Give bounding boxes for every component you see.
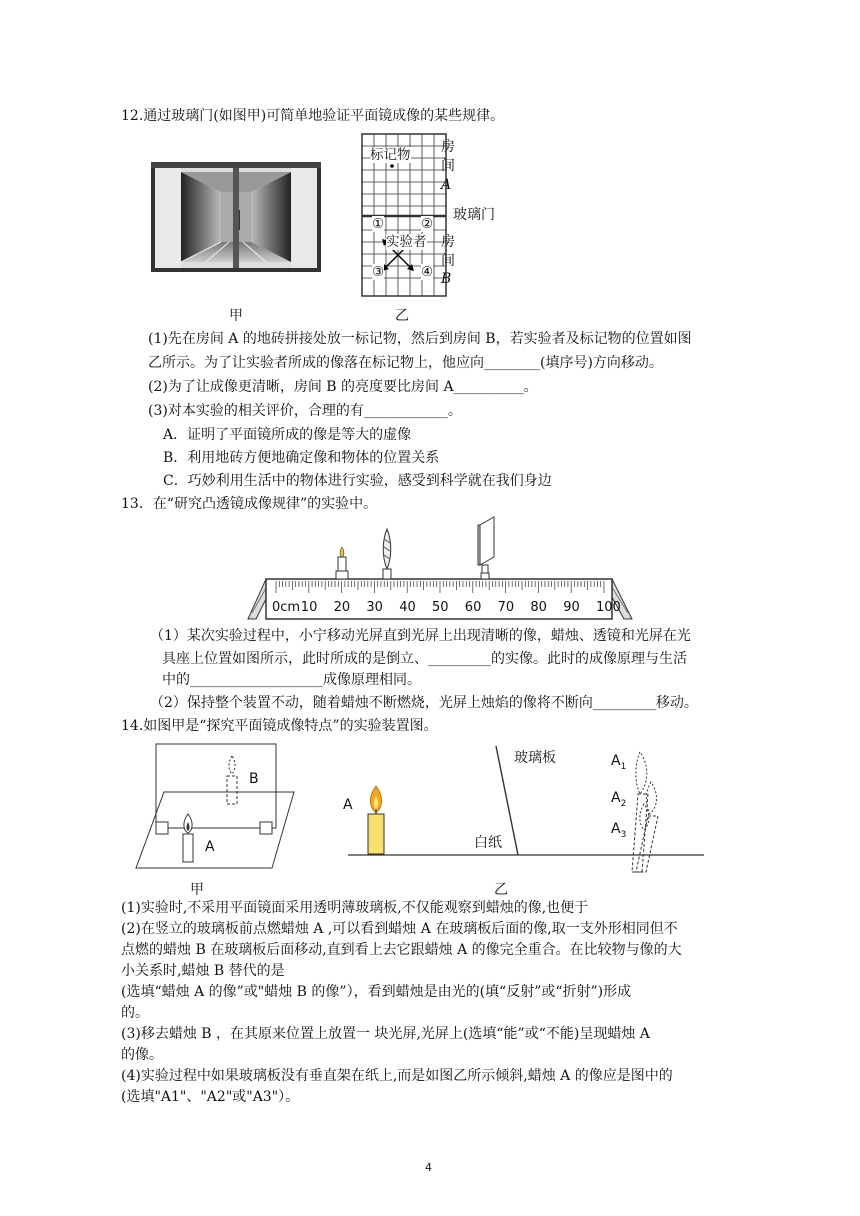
q14-line6: 的。: [121, 1005, 149, 1021]
q14-fig-yi-label: 乙: [494, 882, 508, 898]
dir-4: ④: [421, 264, 434, 280]
q13-p1-line3: 中的___________________成像原理相同。: [162, 672, 421, 688]
q14-label-a: A: [205, 839, 215, 855]
q14-title: 14.如图甲是“探究平面镜成像特点”的实验装置图。: [121, 718, 438, 734]
q14-line9: (4)实验过程中如果玻璃板没有垂直架在纸上,而是如图乙所示倾斜,蜡烛 A 的像应是图中的: [121, 1068, 673, 1084]
ruler-label: 60: [464, 600, 482, 615]
q12-figure-glass-door: [151, 162, 321, 272]
ruler-label: 90: [563, 600, 580, 615]
q12-p2: (2)为了让成像更清晰，房间 B 的亮度要比房间 A__________。: [148, 379, 538, 395]
page-number: 4: [425, 1161, 432, 1174]
q14-yi-label-a: A: [343, 797, 353, 813]
ruler-label: 70: [497, 600, 515, 615]
q14-line5: (选填“蜡烛 A 的像”或"蜡烛 B 的像”），看到蜡烛是由光的(填“反射”或“折射”)形成: [121, 984, 632, 1000]
room-b-2: 间: [441, 253, 455, 269]
dir-3: ③: [372, 264, 385, 280]
q13-p1-line2: 具座上位置如图所示，此时所成的是倒立、_________的实像。此时的成像原理与生活: [162, 651, 687, 667]
room-b-3: B: [441, 271, 452, 287]
q12-option-c: C．巧妙利用生活中的物体进行实验，感受到科学就在我们身边: [163, 473, 552, 489]
q14-line1: (1)实验时,不采用平面镜面采用透明薄玻璃板,不仅能观察到蜡烛的像,也便于: [121, 900, 589, 916]
a1-letter: A: [611, 753, 621, 769]
q12-fig-yi-label: 乙: [395, 308, 409, 324]
ruler-label: 10: [300, 600, 318, 615]
q12-p1-line1: (1)先在房间 A 的地砖拼接处放一标记物，然后到房间 B，若实验者及标记物的位置如图: [148, 331, 692, 347]
q12-option-a: A．证明了平面镜所成的像是等大的虚像: [163, 427, 412, 443]
q13-p2: （2）保持整个装置不动，随着蜡烛不断燃烧，光屏上烛焰的像将不断向_________移动。: [150, 695, 698, 711]
q13-title: 13．在“研究凸透镜成像规律”的实验中。: [121, 496, 378, 512]
a1-sub: 1: [620, 761, 627, 772]
q14-figure-setup: [136, 744, 298, 874]
dir-2: ②: [421, 216, 434, 232]
q14-line8: 的像。: [121, 1047, 163, 1063]
grid-subject-label: 实验者: [386, 234, 427, 250]
q14-fig-jia-label: 甲: [190, 882, 204, 898]
q13-p1-line1: （1）某次实验过程中，小宁移动光屏直到光屏上出现清晰的像，蜡烛、透镜和光屏在光: [150, 628, 691, 644]
grid-marker-label: 标记物: [370, 147, 411, 163]
q14-line3: 点燃的蜡烛 B 在玻璃板后面移动,直到看上去它跟蜡烛 A 的像完全重合。在比较物与像的大: [121, 942, 682, 958]
glass-door-label: 玻璃门: [453, 207, 495, 223]
q12-p3: (3)对本实验的相关评价，合理的有____________。: [148, 403, 462, 419]
q14-line10: (选填"A1"、"A2"或"A3"）。: [121, 1089, 300, 1105]
q14-a1-label: [611, 751, 626, 777]
a3-letter: A: [611, 821, 621, 837]
ruler-label: 50: [432, 600, 449, 615]
room-a-1: 房: [441, 139, 455, 155]
q14-glass-label: 玻璃板: [514, 750, 556, 766]
room-a-2: 间: [441, 158, 455, 174]
q14-line7: (3)移去蜡烛 B ，在其原来位置上放置一 块光屏,光屏上(选填“能”或“不能)呈现蜡烛 A: [121, 1026, 650, 1042]
a2-letter: A: [611, 790, 621, 806]
q14-a3-label: [611, 819, 626, 845]
dir-1: ①: [372, 216, 385, 232]
ruler-label: 80: [530, 600, 547, 615]
room-a-3: A: [441, 177, 452, 193]
q12-fig-jia-label: 甲: [229, 308, 243, 324]
q14-label-b: B: [249, 771, 259, 787]
a3-sub: 3: [620, 829, 627, 840]
q14-paper-label: 白纸: [474, 835, 502, 851]
ruler-label: 100: [596, 600, 621, 615]
q14-line4: 小关系时,蜡烛 B 替代的是: [121, 963, 285, 979]
room-b-1: 房: [441, 234, 455, 250]
ruler-label: 40: [399, 600, 416, 615]
q14-line2: (2)在竖立的玻璃板前点燃蜡烛 A ,可以看到蜡烛 A 在玻璃板后面的像,取一支外形相同但不: [121, 921, 678, 937]
ruler-label: 30: [366, 600, 383, 615]
a2-sub: 2: [620, 798, 627, 809]
q14-a2-label: [611, 788, 626, 814]
q12-option-b: B．利用地砖方便地确定像和物体的位置关系: [163, 450, 440, 466]
q12-title: 12.通过玻璃门(如图甲)可简单地验证平面镜成像的某些规律。: [121, 108, 505, 124]
ruler-label: 0cm: [272, 600, 301, 615]
q12-p1-line2: 乙所示。为了让实验者所成的像落在标记物上，他应向________(填序号)方向移动。: [148, 355, 663, 371]
ruler-label: 20: [333, 600, 351, 615]
